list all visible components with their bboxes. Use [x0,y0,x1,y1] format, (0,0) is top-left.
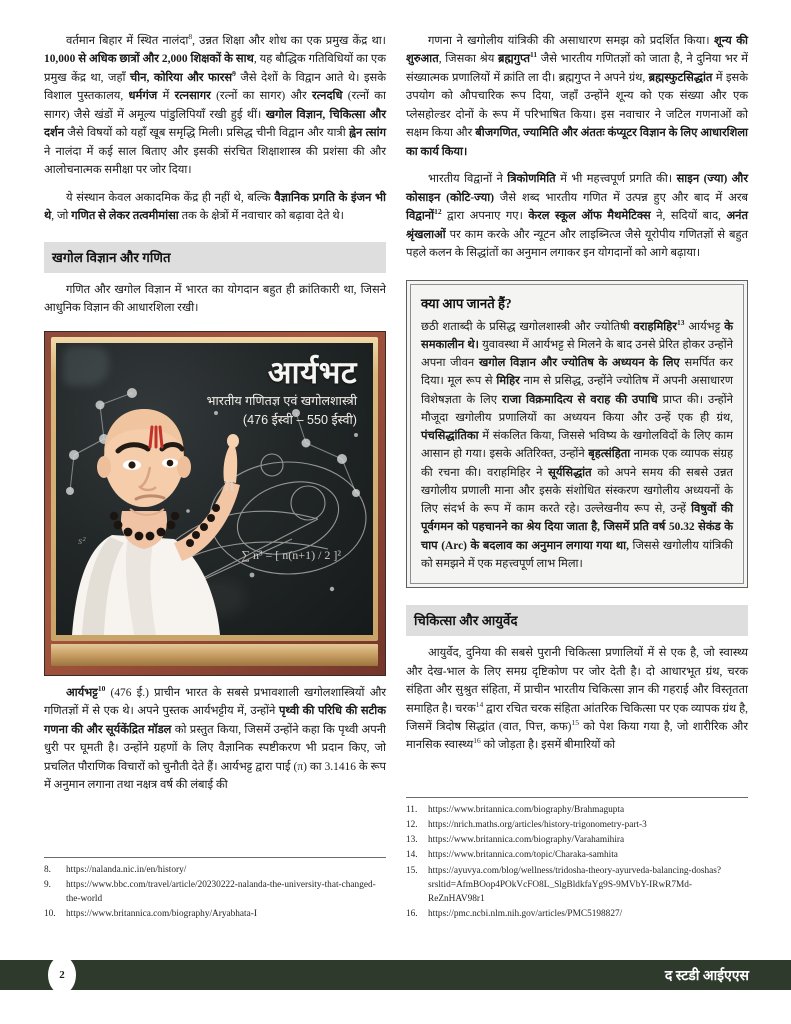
paragraph-aryabhata: आर्यभट्ट$^{10}$ (476 ई.) प्राचीन भारत के सबसे प्रभावशाली खगोलशास्त्रियों और गणितज्ञों में से एक थे। अपने पुस्तक आर्यभट्टीय में, उन्होंने पृथ्वी की परिधि की सटीक गणना की और सूर्यकेंद्रित मॉडल को प्रस्तुत किया, जिसमें उन्होंने कहा कि पृथ्वी अपनी धुरी पर घूमती है। उन्होंने ग्रहणों के लिए वैज्ञानिक स्पष्टीकरण भी प्रदान किए, जो प्रचलित पौराणिक विचारों को चुनौती देते हैं। आर्यभट्ट द्वारा पाई (π) का 3.1416 के रूप में अनुमान लगाना तथा नक्षत्र वर्ष की लंबाई की [44,683,386,791]
chalk-formula: ∑ n³ = [ n(n+1) / 2 ]² [241,547,341,562]
footnote-number: 14. [406,850,418,861]
left-column [44,32,386,922]
did-you-know-heading: क्या आप जानते हैं? [421,295,512,311]
footnote-number: 16. [406,908,418,919]
paragraph-trigonometry: भारतीय विद्वानों ने त्रिकोणमिति में भी महत्त्वपूर्ण प्रगति की। साइन (ज्या) और कोसाइन (कोटि-ज्या) जैसे शब्द भारतीय गणित में उत्पन्न हुए और बाद में अरब विद्वानों$^{12}$ द्वारा अपनाए गए। केरल स्कूल ऑफ मैथमेटिक्स ने, सदियों बाद, अनंत श्रृंखलाओं पर काम करके और न्यूटन और लाइब्नित्ज जैसे यूरोपीय गणितज्ञों से बहुत पहले कलन के सिद्धांतों का अनुमान लगाकर इन योगदानों को आगे बढ़ाया। [406,173,748,260]
footnote-number: 9. [44,879,51,890]
section-heading-medicine-ayurveda: चिकित्सा और आयुर्वेद [406,605,748,636]
footnote-number: 12. [406,820,418,831]
chalk-ledge [51,644,378,666]
footnote-url[interactable]: https://www.britannica.com/biography/Aryabhata-I [66,908,257,919]
two-column-layout [44,32,749,922]
aryabhata-illustration [44,331,386,676]
illustration-title: आर्यभट [267,354,357,390]
paragraph-math-contribution: गणित और खगोल विज्ञान में भारत का योगदान बहुत ही क्रांतिकारी था, जिसने आधुनिक विज्ञान की आधारशिला रखी। [44,283,386,315]
footnote-item [44,907,386,921]
footnote-item [44,878,386,906]
footnote-item [44,863,386,877]
footnote-number: 10. [44,908,56,919]
page-number-badge: 2 [48,956,76,994]
footnote-item [406,803,748,817]
footnote-url[interactable]: https://ayuvya.com/blog/wellness/tridosha-theory-ayurveda-balancing-doshas?srsltid=AfmBOop4POkVcFO8L_SlgBldkfaYg9S-9MVbY-IRwR7Md-ReZnHAV98r1 [428,865,722,904]
footnote-url[interactable]: https://www.britannica.com/biography/Brahmagupta [428,805,625,815]
footnote-url[interactable]: https://nalanda.nic.in/en/history/ [66,864,187,875]
footnote-item [406,848,748,862]
illustration-subtitle: भारतीय गणितज्ञ एवं खगोलशास्त्री [206,394,357,409]
did-you-know-inner [410,284,744,585]
footnote-url[interactable]: https://nrich.maths.org/articles/history-trigonometry-part-3 [428,820,647,831]
footnote-item [406,818,748,832]
chalk-s-squared: s² [78,534,86,547]
right-footnotes [406,797,748,922]
footnote-item [406,907,748,921]
chalk-pi-symbol: π [224,470,236,496]
footnote-number: 11. [406,805,418,815]
left-footnotes [44,857,386,923]
illustration-caption [127,354,357,429]
page-footer-bar [0,960,791,990]
footnote-item [406,833,748,847]
paragraph-nalanda: वर्तमान बिहार में स्थित नालंदा$^8$, उन्नत शिक्षा और शोध का एक प्रमुख केंद्र था। 10,000 से अधिक छात्रों और 2,000 शिक्षकों के साथ, यह बौद्धिक गतिविधियों का एक प्रमुख केंद्र था, जहाँ चीन, कोरिया और फारस$^9$ जैसे देशों के विद्वान आते थे। इसके विशाल पुस्तकालय, धर्मगंज में रत्नसागर (रत्नों का सागर) और रत्नदधि (रत्नों का सागर) जैसे खंडों में अमूल्य पांडुलिपियाँ रखी हुई थीं। खगोल विज्ञान, चिकित्सा और दर्शन जैसे विषयों को यहाँ खूब समृद्धि मिली। प्रसिद्ध चीनी विद्वान और यात्री ह्वेन त्सांग ने नालंदा में कई साल बिताए और इसकी संरचित शिक्षाशास्त्र की प्रशंसा की और आलोचनात्मक समीक्षा पर जोर दिया। [44,32,386,177]
publisher-name: द स्टडी आईएएस [664,968,749,984]
paragraph-ayurveda: आयुर्वेद, दुनिया की सबसे पुरानी चिकित्सा प्रणालियों में से एक है, जो स्वास्थ्य और देख-भाल के लिए समग्र दृष्टिकोण पर जोर देती है। दो आधारभूत ग्रंथ, चरक संहिता और सुश्रुत संहिता, में प्राचीन भारतीय चिकित्सा ज्ञान की गहराई और विस्तृतता समाहित है। चरक$^{14}$ द्वारा रचित चरक संहिता आंतरिक चिकित्सा पर एक व्यापक ग्रंथ है, जिसमें त्रिदोष सिद्धांत (वात, पित्त, कफ)$^{15}$ को पेश किया गया है, जो शारीरिक और मानसिक स्वास्थ्य$^{16}$ को जोड़ता है। इसमें बीमारियों को [406,647,749,752]
illustration-years: (476 ईस्वी – 550 ईस्वी) [242,413,357,428]
footnote-number: 15. [406,865,418,876]
paragraph-institutions: ये संस्थान केवल अकादमिक केंद्र ही नहीं थे, बल्कि वैज्ञानिक प्रगति के इंजन भी थे, जो गणित से लेकर तत्वमीमांसा तक के क्षेत्रों में नवाचार को बढ़ावा देते थे। [44,191,386,223]
footnote-url[interactable]: https://pmc.ncbi.nlm.nih.gov/articles/PMC5198827/ [428,908,623,919]
did-you-know-box [406,280,748,589]
footnote-number: 8. [44,864,51,875]
footnote-url[interactable]: https://www.bbc.com/travel/article/20230222-nalanda-the-university-that-changed-the-world [66,879,376,904]
did-you-know-text: छठी शताब्दी के प्रसिद्ध खगोलशास्त्री और ज्योतिषी वराहमिहिर$^{13}$ आर्यभट्ट के समकालीन थे। युवावस्था में आर्यभट्ट से मिलने के बाद उनसे प्रेरित होकर उन्होंने अपना जीवन खगोल विज्ञान और ज्योतिष के अध्ययन के लिए समर्पित कर दिया। मूल रूप से मिहिर नाम से प्रसिद्ध, उन्होंने ज्योतिष में अपनी असाधारण विशेषज्ञता के लिए राजा विक्रमादित्य से वराह की उपाधि प्राप्त की। उन्होंने मौजूदा खगोलीय प्रणालियों का अध्ययन किया और उन्हें एक ही ग्रंथ, पंचसिद्धांतिका में संकलित किया, जिससे भविष्य के खगोलविदों के लिए काम आसान हो गया। इसके अतिरिक्त, उन्होंने बृहत्संहिता नामक एक व्यापक संग्रह की रचना की। वराहमिहिर ने सूर्यसिद्धांत को अपने समय की सबसे उन्नत खगोलीय प्रणाली माना और इसके संशोधित संस्करण खगोलीय अध्ययनों के लिए संदर्भ के रूप में काम करते रहे। उल्लेखनीय रूप से, उन्हें विषुवों की पूर्वगमन को पहचानने का श्रेय दिया जाता है, जिसमें प्रति वर्ष 50.32 सेकंड के चाप (Arc) के बदलाव का अनुमान लगाया गया था, जिससे खगोलीय यांत्रिकी को समझने में एक महत्त्वपूर्ण लाभ मिला। [421,317,734,570]
right-column [406,32,748,922]
section-heading-astronomy-math: खगोल विज्ञान और गणित [44,242,386,273]
blackboard [56,343,373,635]
footnote-number: 13. [406,835,418,846]
paragraph-zero-brahmagupta: गणना ने खगोलीय यांत्रिकी की असाधारण समझ को प्रदर्शित किया। शून्य की शुरुआत, जिसका श्रेय ब्रह्मगुप्त$^{11}$ जैसे भारतीय गणितज्ञों को जाता है, ने दुनिया भर में संख्यात्मक प्रणालियों में क्रांति ला दी। ब्रह्मगुप्त ने अपने ग्रंथ, ब्रह्मस्फुटसिद्धांत में इसके उपयोग को औपचारिक रूप दिया, जहाँ उन्होंने शून्य को एक संख्या और एक प्लेसहोल्डर दोनों के रूप में परिभाषित किया। इस नवाचार ने जटिल गणनाओं को सक्षम किया और बीजगणित, ज्यामिति और अंततः कंप्यूटर विज्ञान के लिए आधारशिला का कार्य किया। [406,35,748,158]
footnote-item [406,864,748,906]
footnote-url[interactable]: https://www.britannica.com/biography/Varahamihira [428,835,625,846]
footnote-url[interactable]: https://www.britannica.com/topic/Charaka-samhita [428,850,618,861]
